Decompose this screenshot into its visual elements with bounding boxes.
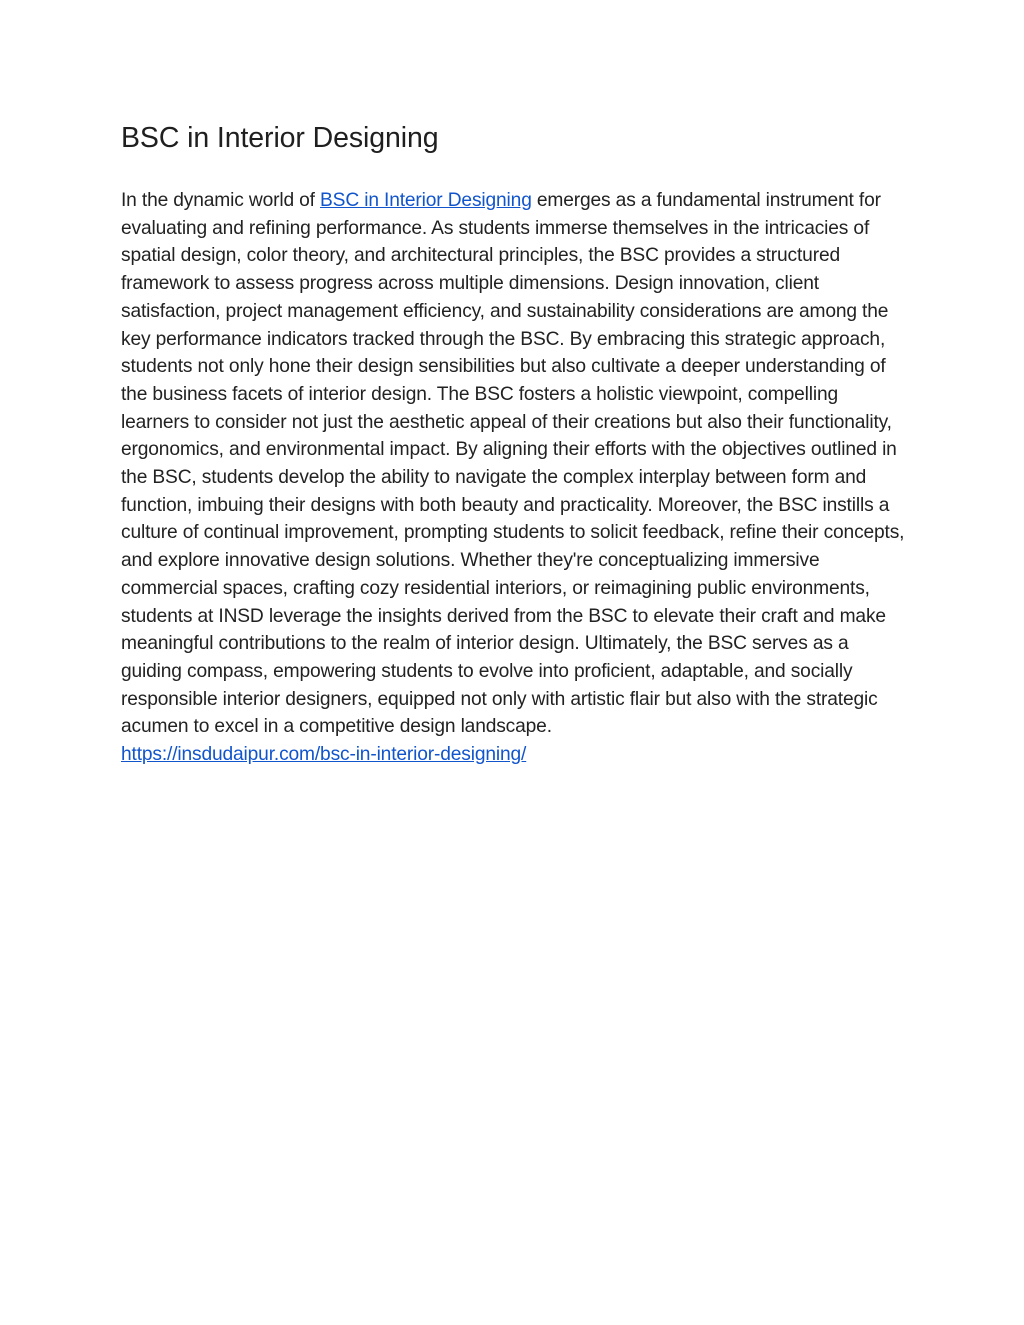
source-url-link[interactable]: https://insdudaipur.com/bsc-in-interior-designing/ xyxy=(121,744,527,766)
bsc-inline-link[interactable]: BSC in Interior Designing xyxy=(320,190,532,211)
body-text: emerges as a fundamental instrument for evaluating and refining performance. As students immerse themselves in the intricacies of spatial design, color theory, and architectural principles, the BSC provides a structured framework to assess progress across multiple dimensions. Design innovation, client satisfaction, project management efficiency, and sustainability considerations are among the key performance indicators tracked through the BSC. By embracing this strategic approach, students not only hone their design sensibilities but also cultivate a deeper understanding of the business facets of interior design. The BSC fosters a holistic viewpoint, compelling learners to consider not just the aesthetic appeal of their creations but also their functionality, ergonomics, and environmental impact. By aligning their efforts with the objectives outlined in the BSC, students develop the ability to navigate the complex interplay between form and function, imbuing their designs with both beauty and practicality. Moreover, the BSC instills a culture of continual improvement, prompting students to solicit feedback, refine their concepts, and explore innovative design solutions. Whether they're conceptualizing immersive commercial spaces, crafting cozy residential interiors, or reimagining public environments, students at INSD leverage the insights derived from the BSC to elevate their craft and make meaningful contributions to the realm of interior design. Ultimately, the BSC serves as a guiding compass, empowering students to evolve into proficient, adaptable, and socially responsible interior designers, equipped not only with artistic flair but also with the strategic acumen to excel in a competitive design landscape. xyxy=(121,190,905,738)
intro-text: In the dynamic world of xyxy=(121,190,321,211)
document-title: BSC in Interior Designing xyxy=(121,122,439,154)
document-paragraph xyxy=(121,187,906,769)
document-page xyxy=(121,118,906,769)
